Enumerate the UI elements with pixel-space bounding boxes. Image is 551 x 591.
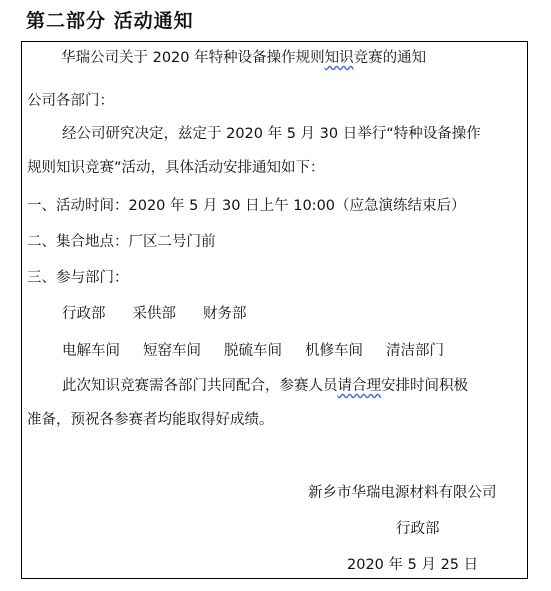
section-heading: 第二部分 活动通知 (26, 10, 194, 32)
closing-line-1 (62, 376, 468, 396)
department-name: 电解车间 (62, 343, 120, 359)
intro-line-2: 规则知识竞赛”活动，具体活动安排通知如下： (27, 160, 325, 176)
department-name: 行政部 (62, 306, 106, 322)
department-name: 脱硫车间 (224, 343, 282, 359)
notice-title-prefix: 华瑞公司关于 2020 年特种设备操作规则 (61, 50, 325, 66)
departments-item: 三、参与部门： (27, 270, 129, 286)
notice-title-suffix: 竞赛的通知 (353, 50, 427, 66)
departments-row-1 (62, 304, 247, 324)
department-name: 财务部 (203, 306, 247, 322)
department-name: 机修车间 (305, 343, 363, 359)
closing-line-1-suffix: 安排时间积极 (381, 378, 468, 394)
closing-line-1-prefix: 此次知识竞赛需各部门共同配合，参赛人员 (62, 378, 338, 394)
department-name: 采供部 (132, 306, 176, 322)
signature-date: 2020 年 5 月 25 日 (347, 557, 479, 573)
department-name: 清洁部门 (386, 343, 444, 359)
signature-company: 新乡市华瑞电源材料有限公司 (308, 485, 497, 501)
notice-title-underlined: 知识 (324, 50, 354, 66)
departments-row-2 (62, 341, 444, 361)
notice-title (61, 48, 426, 68)
signature-department: 行政部 (396, 521, 440, 537)
closing-line-2: 准备，预祝各参赛者均能取得好成绩。 (27, 412, 274, 428)
intro-line-1: 经公司研究决定，兹定于 2020 年 5 月 30 日举行“特种设备操作 (62, 126, 481, 142)
gathering-place-item: 二、集合地点：厂区二号门前 (27, 234, 216, 250)
salutation: 公司各部门： (27, 93, 114, 109)
closing-line-1-underlined: 请合理 (337, 378, 381, 394)
activity-time-item: 一、活动时间：2020 年 5 月 30 日上午 10:00（应急演练结束后） (27, 198, 466, 214)
department-name: 短窑车间 (143, 343, 201, 359)
